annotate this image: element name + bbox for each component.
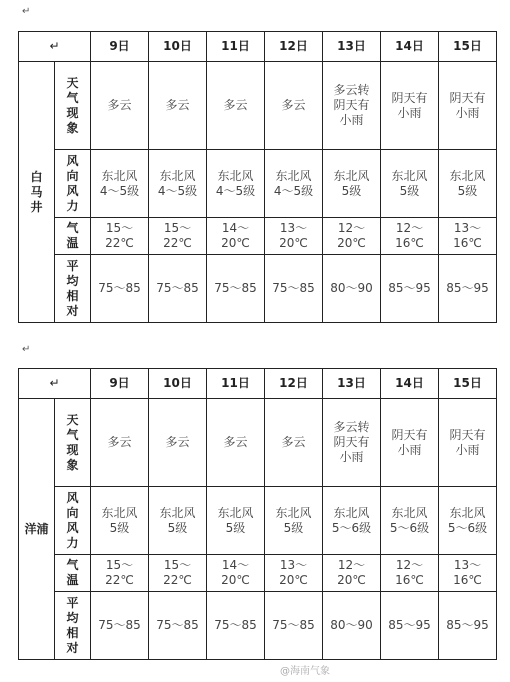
wind-label-char: 力 [66, 198, 79, 213]
temp-cell [91, 555, 149, 592]
weather-label-char: 象 [66, 457, 79, 472]
weather-value-line: 阴天有 [449, 427, 486, 442]
temp-value-line: 20℃ [279, 573, 308, 587]
weather-value-line: 阴天有 [333, 98, 370, 112]
humidity-cell: 85～95 [439, 255, 497, 323]
temp-value-line: 20℃ [279, 236, 308, 250]
day-header: 14日 [381, 369, 439, 399]
site-name-char: 马 [30, 184, 43, 199]
humidity-cell: 80～90 [323, 592, 381, 660]
wind-label-char: 力 [66, 535, 79, 550]
wind-value-line: 4～5级 [273, 183, 314, 198]
humidity-cell: 85～95 [439, 592, 497, 660]
wind-label-char: 风 [66, 520, 79, 535]
wind-label-char: 风 [66, 183, 79, 198]
humidity-label-char: 相 [66, 625, 79, 640]
temp-cell [207, 218, 265, 255]
temp-value-line: 14～ [221, 558, 250, 572]
weather-label [55, 399, 91, 487]
weather-cell [381, 399, 439, 487]
temp-value-line: 16℃ [453, 573, 482, 587]
wind-value-line: 5级 [341, 183, 362, 198]
temp-cell [207, 555, 265, 592]
temp-value-line: 13～ [453, 558, 482, 572]
humidity-cell: 75～85 [207, 255, 265, 323]
day-header: 10日 [149, 369, 207, 399]
corner-cell [19, 32, 91, 62]
temp-value-line: 15～ [163, 558, 192, 572]
weather-label-char: 现 [66, 442, 79, 457]
temp-value-line: 15～ [163, 221, 192, 235]
weather-value-line: 多云 [223, 98, 248, 112]
wind-cell [91, 487, 149, 555]
weather-value-line: 阴天有 [391, 427, 428, 442]
temp-cell [265, 218, 323, 255]
weather-value-line: 阴天有 [333, 435, 370, 449]
weather-value-line: 小雨 [397, 105, 422, 120]
temp-value-line: 13～ [279, 558, 308, 572]
day-header: 13日 [323, 369, 381, 399]
temp-label [55, 555, 91, 592]
humidity-label-char: 相 [66, 288, 79, 303]
temp-value-line: 20℃ [221, 236, 250, 250]
wind-cell [439, 487, 497, 555]
wind-cell [439, 150, 497, 218]
humidity-cell: 80～90 [323, 255, 381, 323]
weather-label-char: 天 [66, 75, 79, 90]
weather-value-line: 多云转 [333, 83, 370, 97]
wind-value-line: 5级 [225, 520, 246, 535]
paragraph-mark: ↵ [22, 6, 31, 17]
weather-value-line: 多云 [165, 435, 190, 449]
temp-label [55, 218, 91, 255]
wind-cell [381, 150, 439, 218]
temp-value-line: 15～ [105, 558, 134, 572]
weather-cell [207, 399, 265, 487]
temp-value-line: 20℃ [337, 236, 366, 250]
wind-value-line: 东北风 [449, 505, 486, 520]
temp-value-line: 16℃ [453, 236, 482, 250]
paragraph-mark: ↵ [22, 344, 31, 355]
weather-cell [323, 399, 381, 487]
wind-cell [265, 150, 323, 218]
wind-value-line: 5～6级 [331, 520, 372, 535]
wind-value-line: 东北风 [449, 168, 486, 183]
temp-cell [91, 218, 149, 255]
wind-value-line: 东北风 [333, 505, 370, 520]
humidity-label-char: 均 [66, 610, 79, 625]
site-name [19, 62, 55, 323]
temp-value-line: 12～ [395, 221, 424, 235]
weather-label-char: 气 [66, 90, 79, 105]
temp-cell [381, 555, 439, 592]
forecast-table-yangpu [18, 368, 497, 660]
wind-cell [323, 487, 381, 555]
weather-cell [149, 399, 207, 487]
wind-value-line: 5级 [457, 183, 478, 198]
humidity-cell: 75～85 [207, 592, 265, 660]
wind-value-line: 5级 [283, 520, 304, 535]
wind-cell [149, 487, 207, 555]
wind-label-char: 风 [66, 153, 79, 168]
weather-value-line: 多云 [165, 98, 190, 112]
humidity-cell: 85～95 [381, 255, 439, 323]
wind-value-line: 东北风 [101, 168, 138, 183]
forecast-table-baimajing [18, 31, 497, 323]
temp-value-line: 20℃ [221, 573, 250, 587]
weather-value-line: 小雨 [339, 450, 364, 464]
wind-label [55, 150, 91, 218]
humidity-cell: 75～85 [91, 592, 149, 660]
temp-value-line: 22℃ [163, 573, 192, 587]
site-name [19, 399, 55, 660]
temp-label-char: 温 [66, 236, 79, 250]
wind-value-line: 东北风 [275, 168, 312, 183]
weather-value-line: 多云 [107, 435, 132, 449]
humidity-label-char: 均 [66, 273, 79, 288]
temp-value-line: 12～ [395, 558, 424, 572]
humidity-cell: 85～95 [381, 592, 439, 660]
humidity-label-char: 对 [66, 303, 79, 318]
temp-cell [381, 218, 439, 255]
day-header: 13日 [323, 32, 381, 62]
weather-value-line: 小雨 [339, 113, 364, 127]
temp-cell [323, 218, 381, 255]
wind-value-line: 东北风 [159, 168, 196, 183]
watermark: @海南气象 [280, 666, 330, 677]
temp-value-line: 22℃ [105, 236, 134, 250]
wind-value-line: 东北风 [391, 168, 428, 183]
temp-cell [439, 218, 497, 255]
paragraph-mark: ↵ [49, 39, 60, 53]
wind-value-line: 东北风 [391, 505, 428, 520]
day-header: 11日 [207, 369, 265, 399]
temp-value-line: 16℃ [395, 236, 424, 250]
temp-cell [323, 555, 381, 592]
wind-cell [207, 150, 265, 218]
wind-value-line: 5级 [167, 520, 188, 535]
wind-value-line: 东北风 [333, 168, 370, 183]
temp-cell [149, 218, 207, 255]
humidity-cell: 75～85 [265, 592, 323, 660]
wind-label [55, 487, 91, 555]
weather-cell [91, 399, 149, 487]
weather-cell [381, 62, 439, 150]
wind-value-line: 4～5级 [215, 183, 256, 198]
humidity-cell: 75～85 [149, 592, 207, 660]
site-name-char: 井 [30, 199, 43, 214]
day-header: 15日 [439, 32, 497, 62]
temp-value-line: 22℃ [105, 573, 134, 587]
wind-cell [149, 150, 207, 218]
weather-cell [439, 62, 497, 150]
site-name-char: 洋浦 [24, 521, 49, 536]
wind-value-line: 东北风 [159, 505, 196, 520]
wind-cell [265, 487, 323, 555]
humidity-label [55, 592, 91, 660]
wind-value-line: 5～6级 [447, 520, 488, 535]
wind-label-char: 向 [66, 168, 79, 183]
weather-cell [207, 62, 265, 150]
weather-value-line: 阴天有 [449, 90, 486, 105]
wind-value-line: 5～6级 [389, 520, 430, 535]
wind-value-line: 东北风 [275, 505, 312, 520]
humidity-cell: 75～85 [149, 255, 207, 323]
wind-label-char: 风 [66, 490, 79, 505]
humidity-label [55, 255, 91, 323]
wind-value-line: 5级 [399, 183, 420, 198]
humidity-cell: 75～85 [91, 255, 149, 323]
wind-label-char: 向 [66, 505, 79, 520]
temp-cell [265, 555, 323, 592]
weather-value-line: 多云 [281, 98, 306, 112]
weather-value-line: 多云 [223, 435, 248, 449]
temp-cell [439, 555, 497, 592]
temp-value-line: 15～ [105, 221, 134, 235]
site-name-char: 白 [30, 169, 43, 184]
weather-value-line: 小雨 [455, 105, 480, 120]
day-header: 14日 [381, 32, 439, 62]
wind-value-line: 4～5级 [99, 183, 140, 198]
temp-label-char: 气 [66, 558, 79, 572]
temp-value-line: 14～ [221, 221, 250, 235]
weather-value-line: 多云 [107, 98, 132, 112]
wind-value-line: 东北风 [217, 168, 254, 183]
wind-value-line: 5级 [109, 520, 130, 535]
day-header: 9日 [91, 32, 149, 62]
weather-value-line: 多云转 [333, 420, 370, 434]
weather-cell [265, 62, 323, 150]
weather-value-line: 多云 [281, 435, 306, 449]
wind-cell [323, 150, 381, 218]
wind-value-line: 东北风 [217, 505, 254, 520]
paragraph-mark: ↵ [49, 376, 60, 390]
day-header: 10日 [149, 32, 207, 62]
humidity-cell: 75～85 [265, 255, 323, 323]
temp-label-char: 温 [66, 573, 79, 587]
day-header: 12日 [265, 369, 323, 399]
weather-label-char: 象 [66, 120, 79, 135]
weather-cell [323, 62, 381, 150]
weather-cell [149, 62, 207, 150]
weather-value-line: 阴天有 [391, 90, 428, 105]
temp-value-line: 22℃ [163, 236, 192, 250]
weather-label [55, 62, 91, 150]
temp-cell [149, 555, 207, 592]
humidity-label-char: 对 [66, 640, 79, 655]
humidity-label-char: 平 [66, 595, 79, 610]
weather-cell [439, 399, 497, 487]
temp-value-line: 20℃ [337, 573, 366, 587]
day-header: 15日 [439, 369, 497, 399]
day-header: 12日 [265, 32, 323, 62]
corner-cell [19, 369, 91, 399]
wind-cell [91, 150, 149, 218]
weather-value-line: 小雨 [455, 442, 480, 457]
day-header: 9日 [91, 369, 149, 399]
temp-value-line: 13～ [279, 221, 308, 235]
weather-label-char: 气 [66, 427, 79, 442]
weather-label-char: 天 [66, 412, 79, 427]
wind-cell [381, 487, 439, 555]
temp-value-line: 13～ [453, 221, 482, 235]
weather-label-char: 现 [66, 105, 79, 120]
temp-value-line: 12～ [337, 221, 366, 235]
wind-cell [207, 487, 265, 555]
wind-value-line: 东北风 [101, 505, 138, 520]
weather-value-line: 小雨 [397, 442, 422, 457]
humidity-label-char: 平 [66, 258, 79, 273]
wind-value-line: 4～5级 [157, 183, 198, 198]
temp-label-char: 气 [66, 221, 79, 235]
temp-value-line: 16℃ [395, 573, 424, 587]
day-header: 11日 [207, 32, 265, 62]
weather-cell [265, 399, 323, 487]
weather-cell [91, 62, 149, 150]
temp-value-line: 12～ [337, 558, 366, 572]
